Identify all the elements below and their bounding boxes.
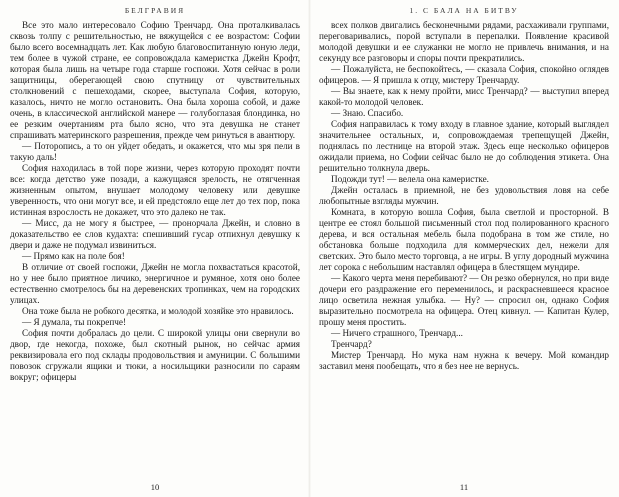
paragraph: — Знаю. Спасибо. (331, 108, 404, 118)
paragraph: — Вы знаете, как к нему пройти, мисс Тренчард? — выступил вперед какой-то молодой человек. (319, 86, 609, 107)
paragraph: Комната, в которую вошла София, была светлой и просторной. В центре ее стоял большой письменный стол под полированного красного дерева, и вся остальная мебель была подобрана в том же стиле, но обстановка больше подходила для коммерческих дел, нежели для светских. Это было место торговца, а не игры. В углу дородный мужчина лет сорока с небольшим наставлял офицера в блестящем мундире. (319, 207, 609, 272)
left-page (10, 0, 300, 497)
left-running-head: БЕЛГРАВИЯ (124, 6, 186, 15)
paragraph: — Какого черта меня перебивают? — Он резко обернулся, но при виде дочери его раздражение его переменилось, и раскрасневшееся красное лицо осветила нежная улыбка. — Ну? — спросил он, однако София выразительно посмотрела на офицера. Отец кивнул. — Капитан Кулер, прошу меня простить. (319, 273, 609, 327)
paragraph: София находилась в той поре жизни, через которую проходят почти все: когда детство уже позади, а кажущаяся зрелость, не отягченная жизненным опытом, внушает молодому человеку или девушке уверенность, что они могут все, и ей предстояло еще лет до тех пор, пока истинная взрослость не докажет, что это далеко не так. (10, 163, 300, 217)
paragraph: София почти добралась до цели. С широкой улицы они свернули во двор, где некогда, похоже, был скотный рынок, но сейчас армия реквизировала его под склады продовольствия и амуниции. С большими повозок сгружали ящики и тюки, а носильщики разносили по сараям вокруг; офицеры (10, 328, 300, 382)
right-page-number: 11 (459, 482, 469, 492)
paragraph: — Ничего страшного, Тренчард... (331, 328, 463, 338)
left-page-body (10, 20, 300, 476)
paragraph: — Поторопись, а то он уйдет обедать, и окажется, что мы зря пели в такую даль! (10, 141, 300, 162)
right-page (319, 0, 609, 497)
right-page-body (319, 20, 609, 476)
paragraph: всех полков двигались бесконечными рядами, расхаживали группами, переговаривались, порой вступали в перепалки. Появление красивой молодой девушки и ее служанки не могло не привлечь внимания, и на секунду все разговоры и споры почти прекратились. (319, 20, 609, 63)
paragraph: Тренчард? (331, 339, 372, 349)
paragraph: — Я думала, ты покрепче! (22, 317, 127, 327)
paragraph: Она тоже была не робкого десятка, и молодой хозяйке это нравилось. (22, 306, 294, 316)
paragraph: — Пожалуйста, не беспокойтесь, — сказала София, спокойно оглядев офицеров. — Я пришла к отцу, мистеру Тренчарду. (319, 64, 609, 85)
left-page-number: 10 (150, 482, 160, 492)
paragraph: София направилась к тому входу в главное здание, который выглядел значительнее остальных, и, сопровождаемая трепещущей Джейн, поднялась по лестнице на второй этаж. Здесь еще несколько офицеров ожидали приема, но Софии сейчас было не до соблюдения этикета. Она решительно толкнула дверь. (319, 119, 609, 173)
paragraph: — Прямо как на поле боя! (22, 251, 125, 261)
paragraph: Джейн осталась в приемной, не без удовольствия ловя на себе любопытные взгляды мужчин. (319, 185, 609, 206)
paragraph: В отличие от своей госпожи, Джейн не могла похвастаться красотой, но у нее было приятное личико, энергичное и румяное, хотя оно более естественно смотрелось бы на деревенских тропинках, чем на городских улицах. (10, 262, 300, 305)
right-running-head: 1. С БАЛА НА БИТВУ (409, 6, 519, 15)
book-gutter (308, 0, 311, 497)
paragraph: — Мисс, да не могу я быстрее, — пронорчала Джейн, и словно в доказательство ее слов кудахта: спешивший гусар отпихнул девушку к двери и даже не подумал извиниться. (10, 218, 300, 250)
paragraph: Мистер Тренчард. Но мука нам нужна к вечеру. Мой командир заставил меня пообещать, что я без нее не вернусь. (319, 350, 609, 371)
paragraph: Все это мало интересовало Софию Тренчард. Она проталкивалась сквозь толпу с решительностью, не вяжущейся с ее возрастом: Софии было всего восемнадцать лет. Как любую благовоспитанную юную леди, тем более в чужой стране, ее сопровождала камеристка Джейн Крофт, которая была лишь на четыре года старше госпожи. Хотя сейчас в роли защитницы, оберегающей свою спутницу от чувствительных столкновений с пешеходами, скорее, выступала София, которую, казалось, ничто не могло остановить. Она была хороша собой, и даже очень, в классической английской манере — голубоглазая блондинка, но ее резким очертаниям рта было ясно, что эта девушка не станет спрашивать материнского разрешения, прежде чем ринуться в авантюру. (10, 20, 300, 140)
paragraph: Подожди тут! — велела она камеристке. (331, 174, 489, 184)
